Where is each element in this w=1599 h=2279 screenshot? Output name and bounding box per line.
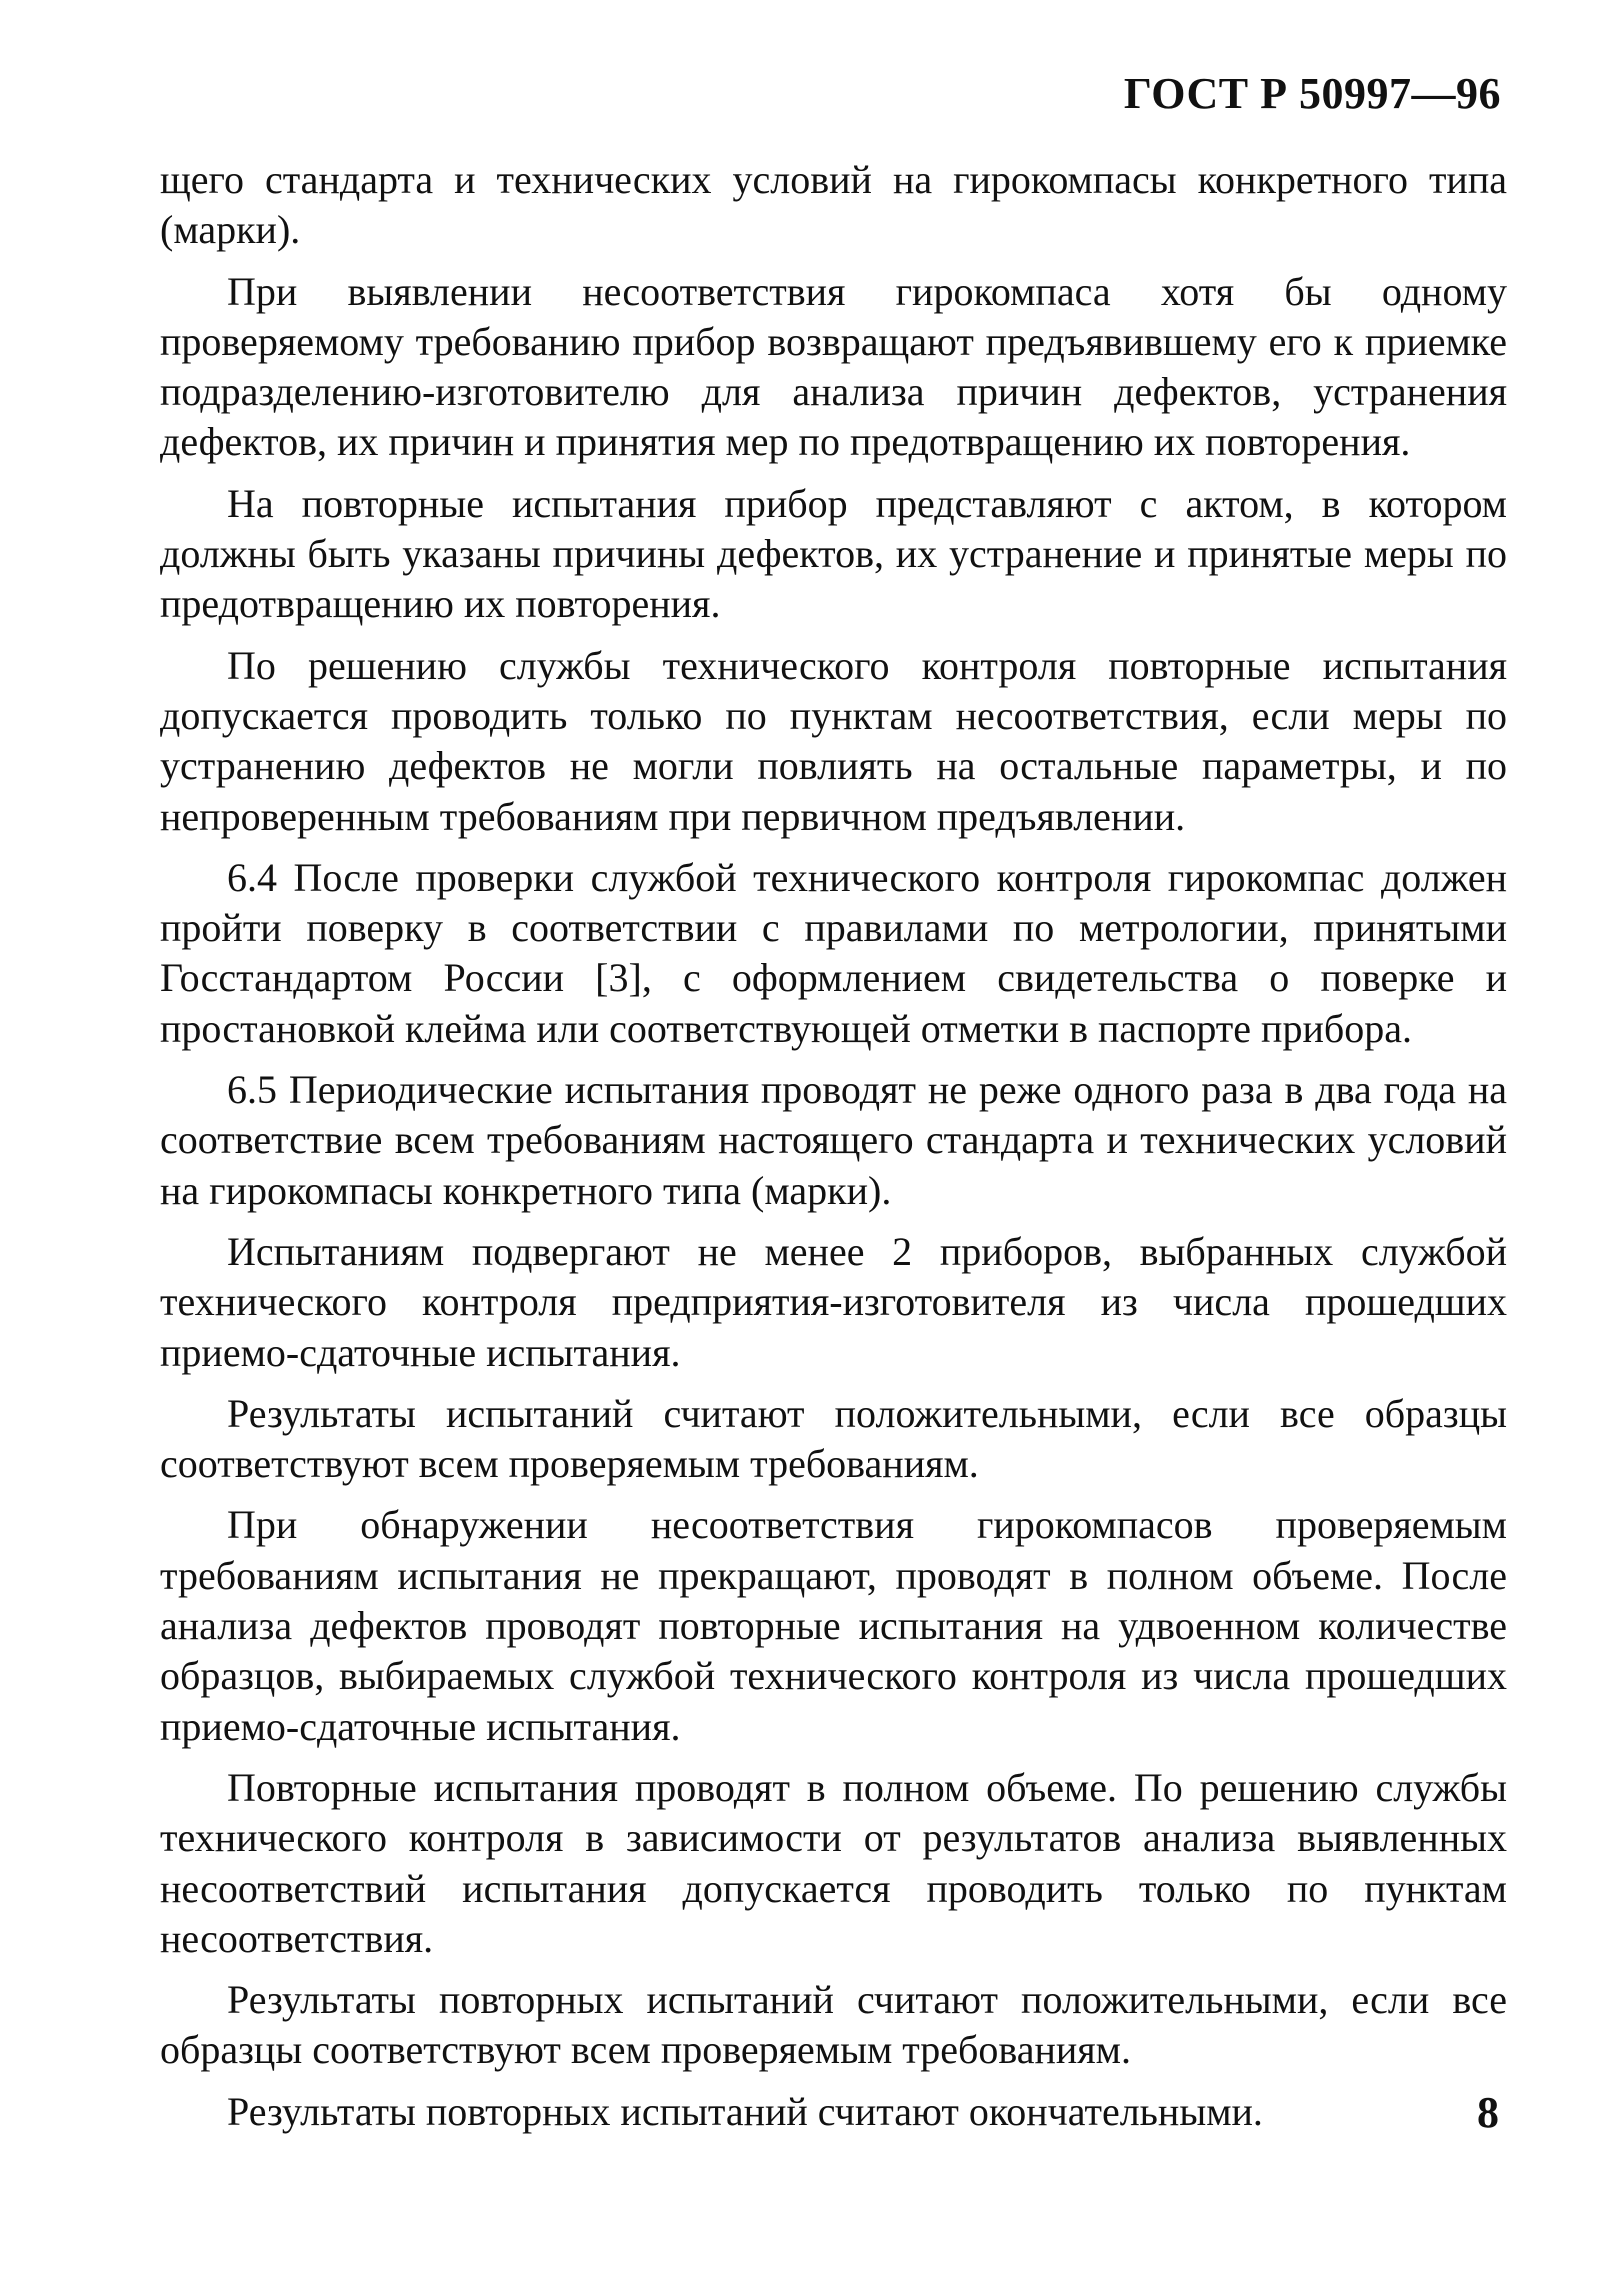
body-text — [160, 155, 1507, 2137]
page-number: 8 — [1477, 2088, 1499, 2137]
paragraph-retest-full-scope: Повторные испытания проводят в полном объеме. По решению службы технического контроля в зависимости от результатов анализа выявленных несоответствий испытания допускается проводить только по пунктам несоответствия. — [160, 1764, 1507, 1961]
paragraph-section-6-4: 6.4 После проверки службой технического контроля гирокомпас должен пройти поверку в соответствии с правилами по метрологии, принятыми Госстандартом России [3], с оформлением свидетельства о поверке и простановкой клейма или соответствующей отметки в паспорте прибора. — [160, 854, 1507, 1051]
paragraph-retest-scope: По решению службы технического контроля повторные испытания допускается проводить только по пунктам несоответствия, если меры по устранению дефектов не могли повлиять на остальные параметры, и по непроверенным требованиям при первичном предъявлении. — [160, 642, 1507, 839]
paragraph-continuation: щего стандарта и технических условий на гирокомпасы конкретного типа (марки). — [160, 157, 1507, 253]
paragraph-retest-final: Результаты повторных испытаний считают окончательными. — [227, 2088, 1263, 2134]
paragraph-nonconformity-detected: При обнаружении несоответствия гирокомпасов проверяемым требованиям испытания не прекращают, проводят в полном объеме. После анализа дефектов проводят повторные испытания на удвоенном количестве образцов, выбираемых службой технического контроля из числа прошедших приемо-сдаточные испытания. — [160, 1502, 1507, 1749]
standard-id-header: ГОСТ Р 50997—96 — [1123, 69, 1501, 118]
paragraph-positive-results: Результаты испытаний считают положительными, если все образцы соответствуют всем проверяемым требованиям. — [160, 1390, 1507, 1487]
paragraph-section-6-5: 6.5 Периодические испытания проводят не реже одного раза в два года на соответствие всем требованиям настоящего стандарта и технических условий на гирокомпасы конкретного типа (марки). — [160, 1067, 1507, 1213]
paragraph-nonconformity-return: При выявлении несоответствия гирокомпаса хотя бы одному проверяемому требованию прибор возвращают предъявившему его к приемке подразделению-изготовителю для анализа причин дефектов, устранения дефектов, их причин и принятия мер по предотвращению их повторения. — [160, 268, 1507, 465]
paragraph-retest-act: На повторные испытания прибор представляют с актом, в котором должны быть указаны причины дефектов, их устранение и принятые меры по предотвращению их повторения. — [160, 480, 1507, 627]
paragraph-sample-count: Испытаниям подвергают не менее 2 приборов, выбранных службой технического контроля предприятия-изготовителя из числа прошедших приемо-сдаточные испытания. — [160, 1228, 1507, 1375]
paragraph-retest-positive: Результаты повторных испытаний считают положительными, если все образцы соответствуют всем проверяемым требованиям. — [160, 1977, 1507, 2073]
